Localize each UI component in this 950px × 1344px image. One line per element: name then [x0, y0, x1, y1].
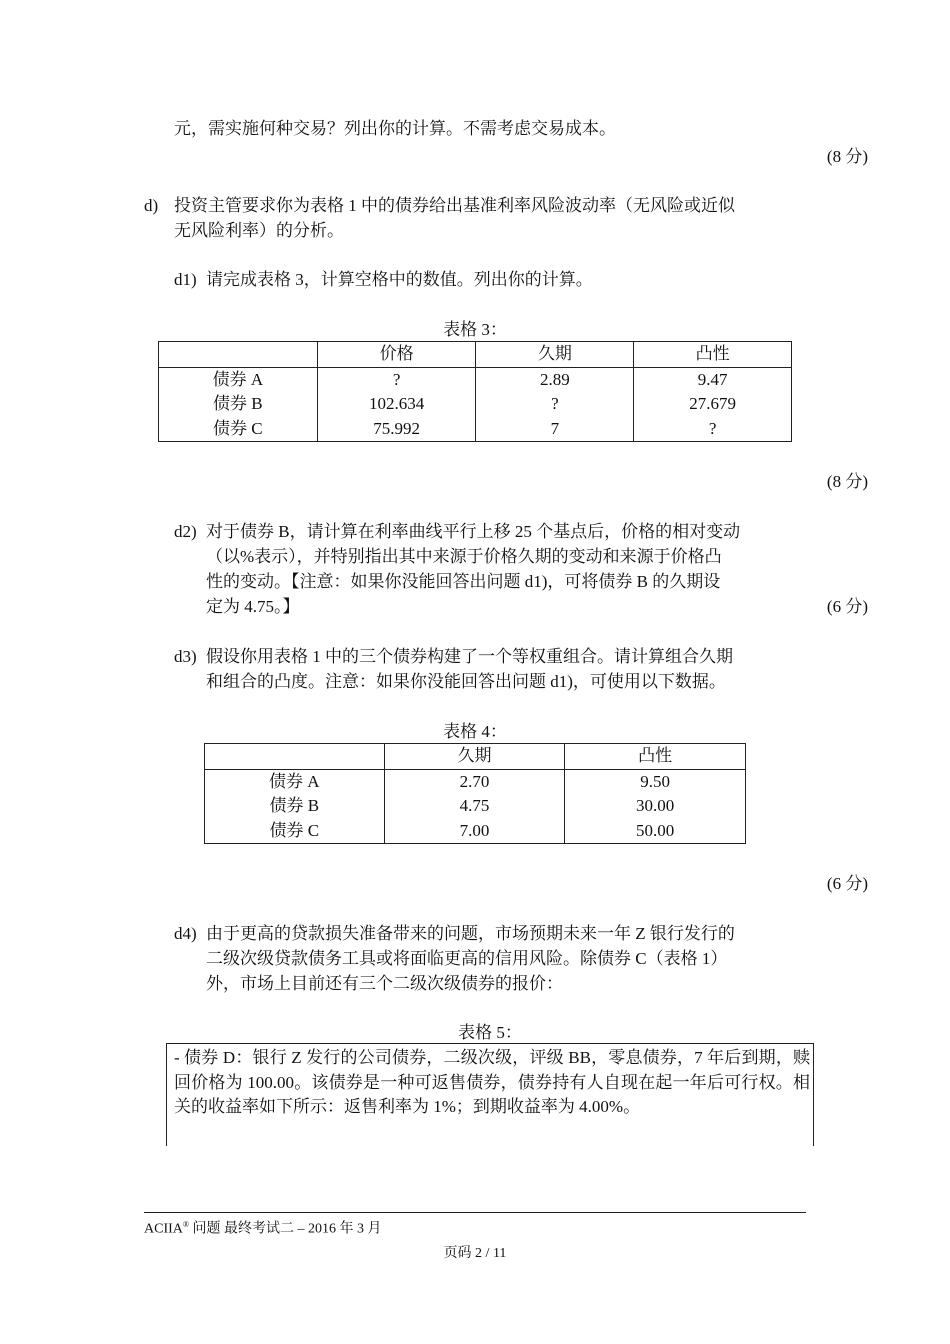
table3-header-cell	[159, 342, 318, 368]
footer-divider	[144, 1212, 806, 1213]
page-number: 页码 2 / 11	[443, 1246, 507, 1261]
table3-cell: 27.679	[634, 392, 792, 417]
table3-cell: 7	[476, 417, 634, 442]
question-d4-line2: 二级次级贷款债务工具或将面临更高的信用风险。除债券 C（表格 1）	[206, 949, 728, 968]
table3-cell: ?	[476, 392, 634, 417]
question-d1-label: d1)	[174, 270, 197, 289]
question-d-line1: 投资主管要求你为表格 1 中的债券给出基准利率风险波动率（无风险或近似	[174, 196, 735, 215]
points-d3: (6 分)	[826, 874, 868, 893]
points-c: (8 分)	[826, 147, 868, 166]
table3-cell: 2.89	[476, 367, 634, 392]
table-row	[159, 417, 792, 442]
question-d2-label: d2)	[174, 522, 197, 541]
table3-cell: 债券 A	[159, 367, 318, 392]
table3	[158, 341, 792, 442]
table4-caption: 表格 4：	[443, 722, 507, 741]
table4	[204, 743, 746, 844]
question-d1-text: 请完成表格 3，计算空格中的数值。列出你的计算。	[206, 270, 593, 289]
table3-header-cell: 久期	[476, 342, 634, 368]
footer-exam-info	[144, 1215, 381, 1240]
table4-cell: 债券 A	[205, 769, 385, 794]
table4-cell: 50.00	[565, 819, 746, 844]
table3-header-row	[159, 342, 792, 368]
question-d-line2: 无风险利率）的分析。	[174, 221, 344, 240]
registered-mark: ®	[182, 1220, 189, 1229]
table3-header-cell: 凸性	[634, 342, 792, 368]
table-row	[159, 367, 792, 392]
question-d3-line2: 和组合的凸度。注意：如果你没能回答出问题 d1)，可使用以下数据。	[206, 672, 726, 691]
question-d4-label: d4)	[174, 924, 197, 943]
table-row	[205, 769, 746, 794]
table3-cell: 75.992	[317, 417, 476, 442]
table4-cell: 30.00	[565, 794, 746, 819]
question-d2-line3: 性的变动。【注意：如果你没能回答出问题 d1)，可将债券 B 的久期设	[206, 572, 721, 591]
table3-cell: 9.47	[634, 367, 792, 392]
table5-bond-d-text: - 债券 D：银行 Z 发行的公司债券，二级次级，评级 BB，零息债券，7 年后到期，赎回价格为 100.00。该债券是一种可返售债券，债券持有人自现在起一年后可行权。相关的收益率如下所示：返售利率为 1%；到期收益率为 4.00%。	[174, 1048, 810, 1116]
table3-cell: ?	[634, 417, 792, 442]
question-d2-line1: 对于债券 B，请计算在利率曲线平行上移 25 个基点后，价格的相对变动	[206, 522, 741, 541]
table4-cell: 债券 B	[205, 794, 385, 819]
points-d2: (6 分)	[826, 597, 868, 616]
table3-cell: ?	[317, 367, 476, 392]
table-row	[159, 392, 792, 417]
footer-exam-text: 问题 最终考试二 – 2016 年 3 月	[188, 1221, 382, 1237]
question-d-label: d)	[144, 196, 159, 215]
table3-header-cell: 价格	[317, 342, 476, 368]
points-d1: (8 分)	[826, 472, 868, 491]
table3-cell: 债券 B	[159, 392, 318, 417]
question-d4-line3: 外，市场上目前还有三个二级次级债券的报价：	[206, 974, 563, 993]
question-d3-label: d3)	[174, 647, 197, 666]
table4-header-cell: 久期	[384, 744, 565, 770]
question-d3-line1: 假设你用表格 1 中的三个债券构建了一个等权重组合。请计算组合久期	[206, 647, 733, 666]
table5-caption: 表格 5：	[458, 1023, 522, 1042]
table-row	[205, 794, 746, 819]
table3-cell: 102.634	[317, 392, 476, 417]
table3-cell: 债券 C	[159, 417, 318, 442]
question-d2-line4: 定为 4.75。】	[206, 597, 300, 616]
table4-cell: 4.75	[384, 794, 565, 819]
table4-cell: 9.50	[565, 769, 746, 794]
question-d2-line2: （以%表示），并特别指出其中来源于价格久期的变动和来源于价格凸	[206, 547, 722, 566]
table4-header-row	[205, 744, 746, 770]
table3-caption: 表格 3：	[443, 320, 507, 339]
question-d4-line1: 由于更高的贷款损失准备带来的问题，市场预期未来一年 Z 银行发行的	[206, 924, 735, 943]
intro-line: 元，需实施何种交易？列出你的计算。不需考虑交易成本。	[174, 119, 616, 138]
table-row	[205, 819, 746, 844]
footer-brand: ACIIA	[144, 1221, 183, 1237]
table4-cell: 7.00	[384, 819, 565, 844]
table4-cell: 2.70	[384, 769, 565, 794]
table4-header-cell: 凸性	[565, 744, 746, 770]
table4-header-cell	[205, 744, 385, 770]
table4-cell: 债券 C	[205, 819, 385, 844]
